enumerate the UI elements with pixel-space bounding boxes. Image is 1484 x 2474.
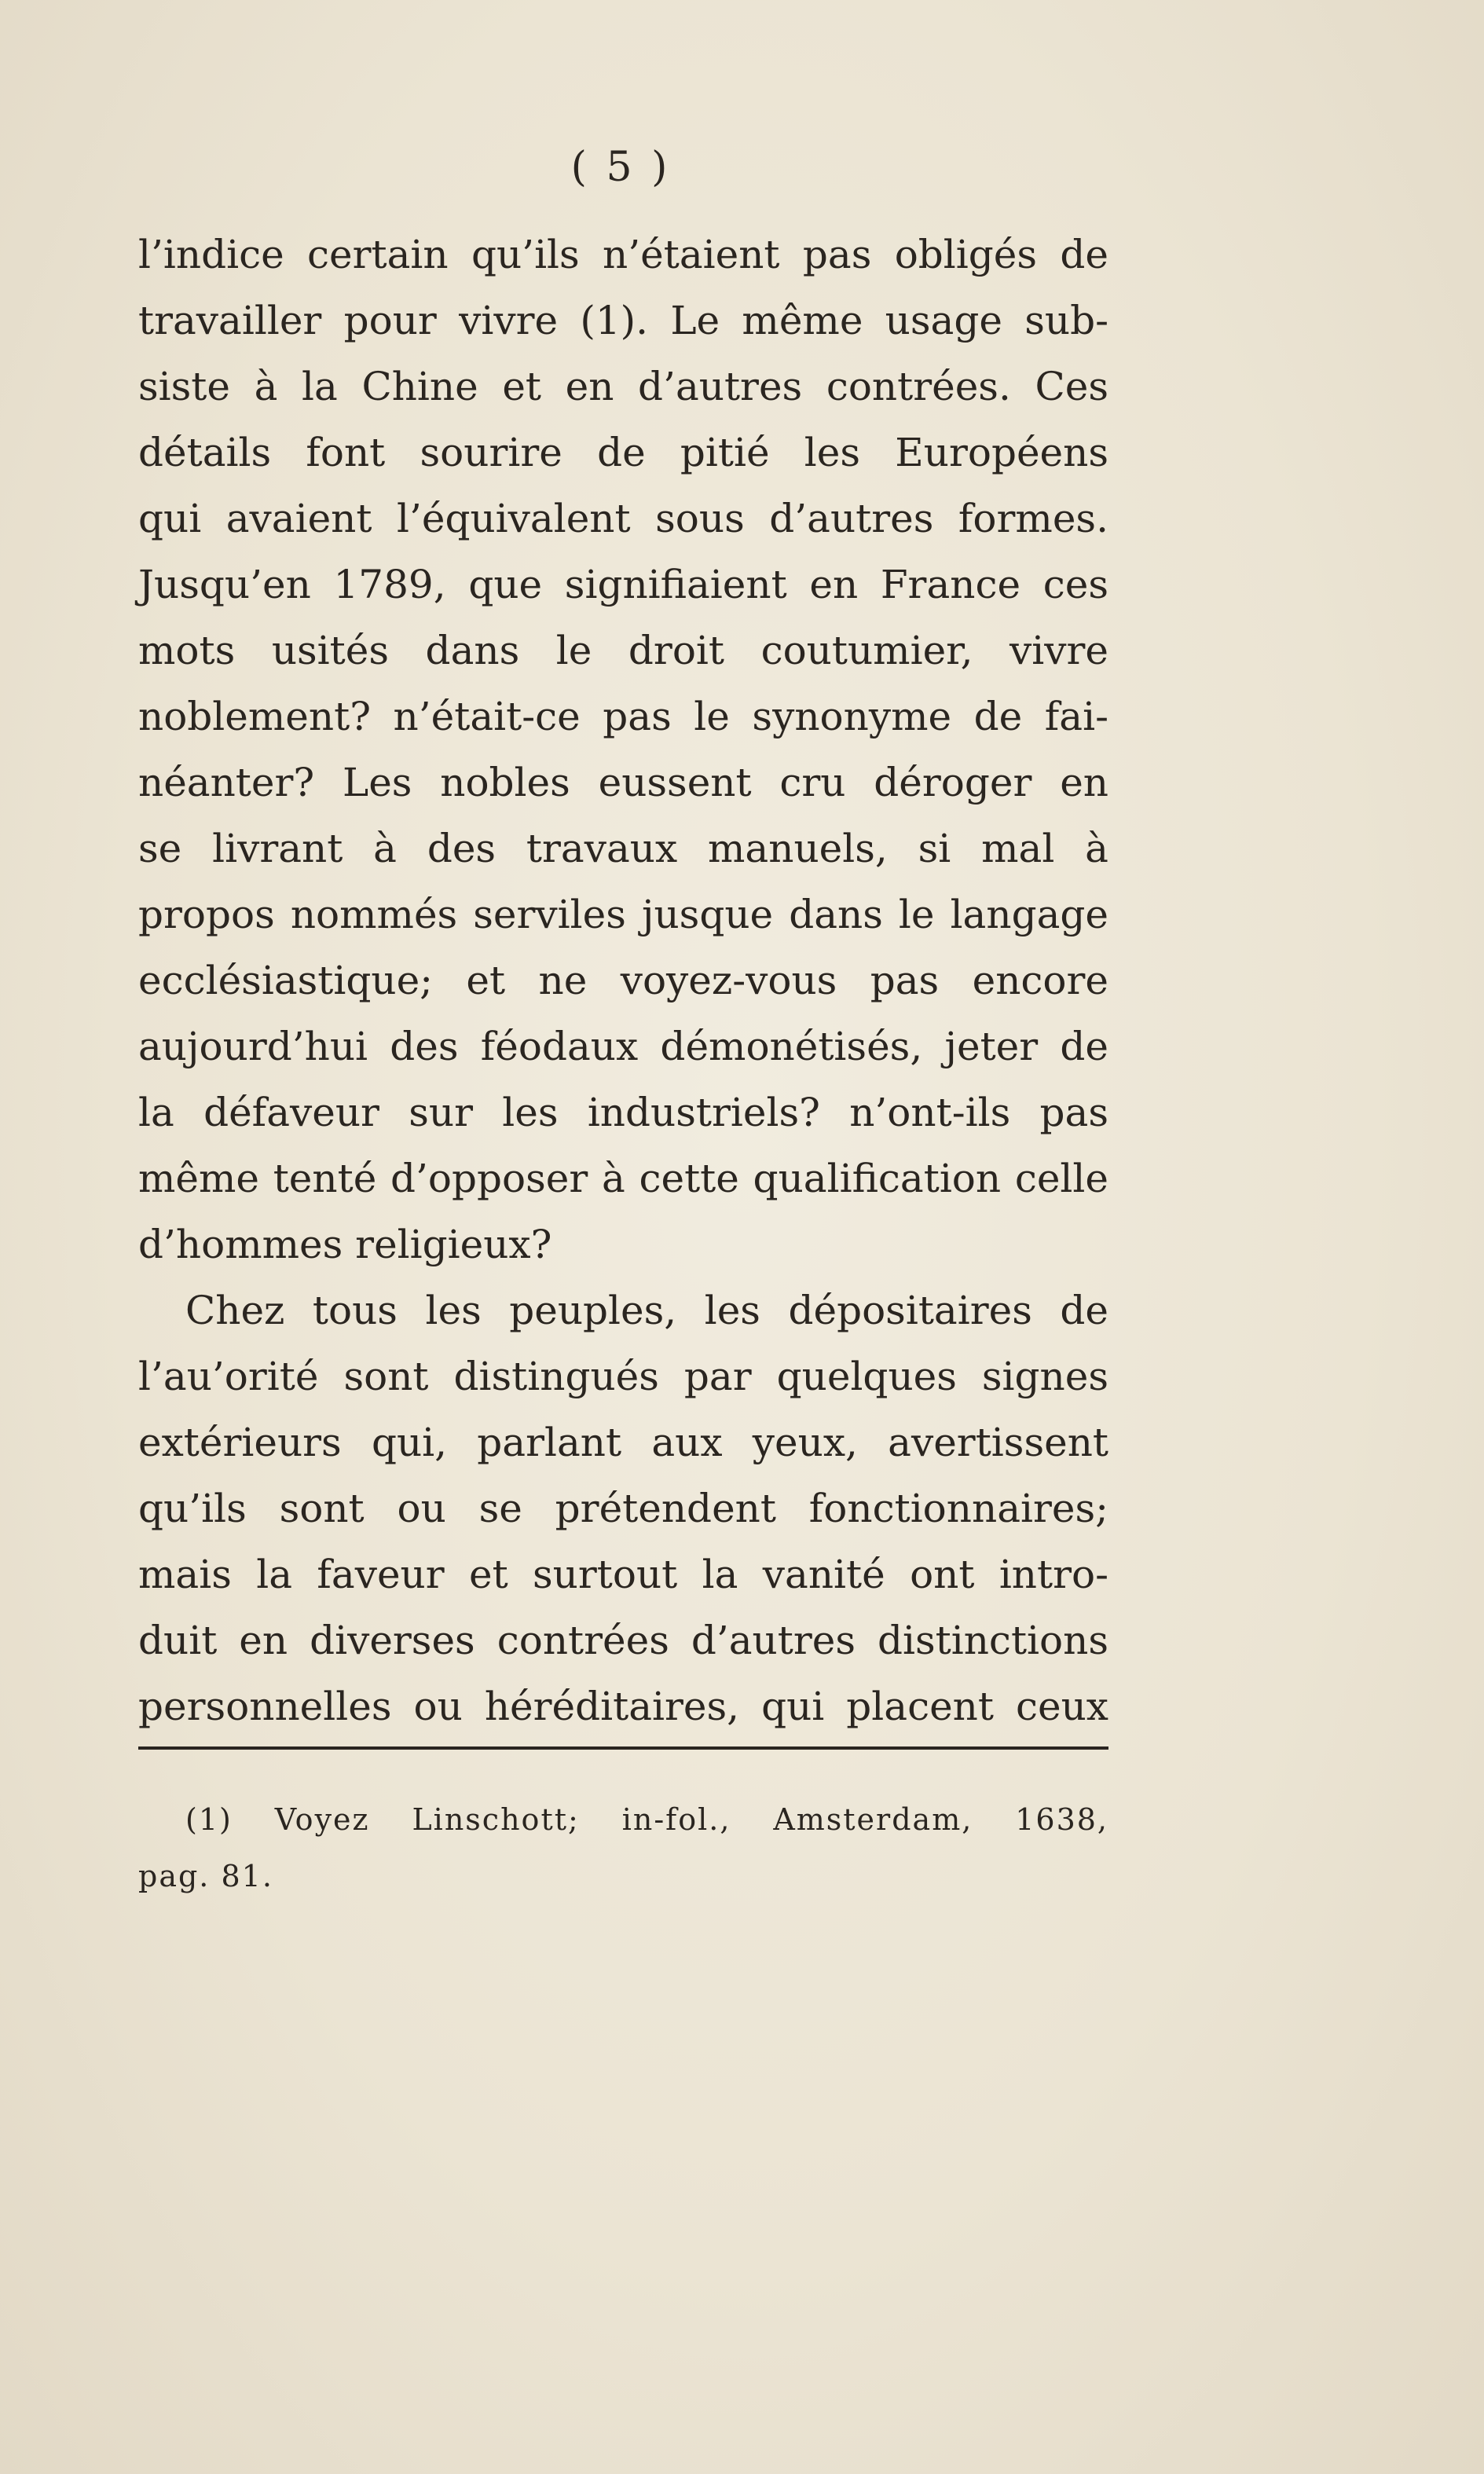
text-line: l’indice certain qu’ils n’étaient pas obligés de (138, 232, 1108, 277)
text-line: l’au’orité sont distingués par quelques signes (138, 1354, 1108, 1399)
text-line: la défaveur sur les industriels? n’ont-ils pas (138, 1090, 1108, 1135)
text-line: même tenté d’opposer à cette qualification celle (138, 1156, 1108, 1201)
text-line: Jusqu’en 1789, que signifiaient en France ces (138, 562, 1108, 607)
footnote-line: pag. 81. (138, 1859, 273, 1893)
page-number: ( 5 ) (570, 144, 671, 191)
text-line: détails font sourire de pitié les Européens (138, 430, 1108, 475)
footnote-line: (1) Voyez Linschott; in-fol., Amsterdam, 1638, (185, 1802, 1108, 1837)
text-line: travailler pour vivre (1). Le même usage sub- (138, 298, 1108, 343)
footnote-rule (138, 1746, 1108, 1750)
footnote (138, 1791, 1108, 1904)
text-line: mais la faveur et surtout la vanité ont intro- (138, 1552, 1108, 1597)
text-line: personnelles ou héréditaires, qui placent ceux (138, 1684, 1108, 1729)
text-line: noblement? n’était-ce pas le synonyme de fai- (138, 694, 1108, 739)
text-line: extérieurs qui, parlant aux yeux, avertissent (138, 1420, 1108, 1465)
text-line: néanter? Les nobles eussent cru déroger en (138, 760, 1108, 805)
body-text (138, 222, 1108, 1739)
text-line: qu’ils sont ou se prétendent fonctionnaires; (138, 1486, 1108, 1531)
text-line: propos nommés serviles jusque dans le langage (138, 892, 1108, 937)
text-line: duit en diverses contrées d’autres distinctions (138, 1618, 1108, 1663)
text-line: ecclésiastique; et ne voyez-vous pas encore (138, 958, 1108, 1003)
text-line: d’hommes religieux? (138, 1222, 552, 1267)
text-line: siste à la Chine et en d’autres contrées. Ces (138, 364, 1108, 409)
text-line: Chez tous les peuples, les dépositaires de (185, 1288, 1108, 1333)
text-line: mots usités dans le droit coutumier, vivre (138, 628, 1108, 673)
text-line: qui avaient l’équivalent sous d’autres formes. (138, 496, 1108, 541)
text-line: se livrant à des travaux manuels, si mal à (138, 826, 1108, 871)
text-line: aujourd’hui des féodaux démonétisés, jeter de (138, 1024, 1108, 1069)
